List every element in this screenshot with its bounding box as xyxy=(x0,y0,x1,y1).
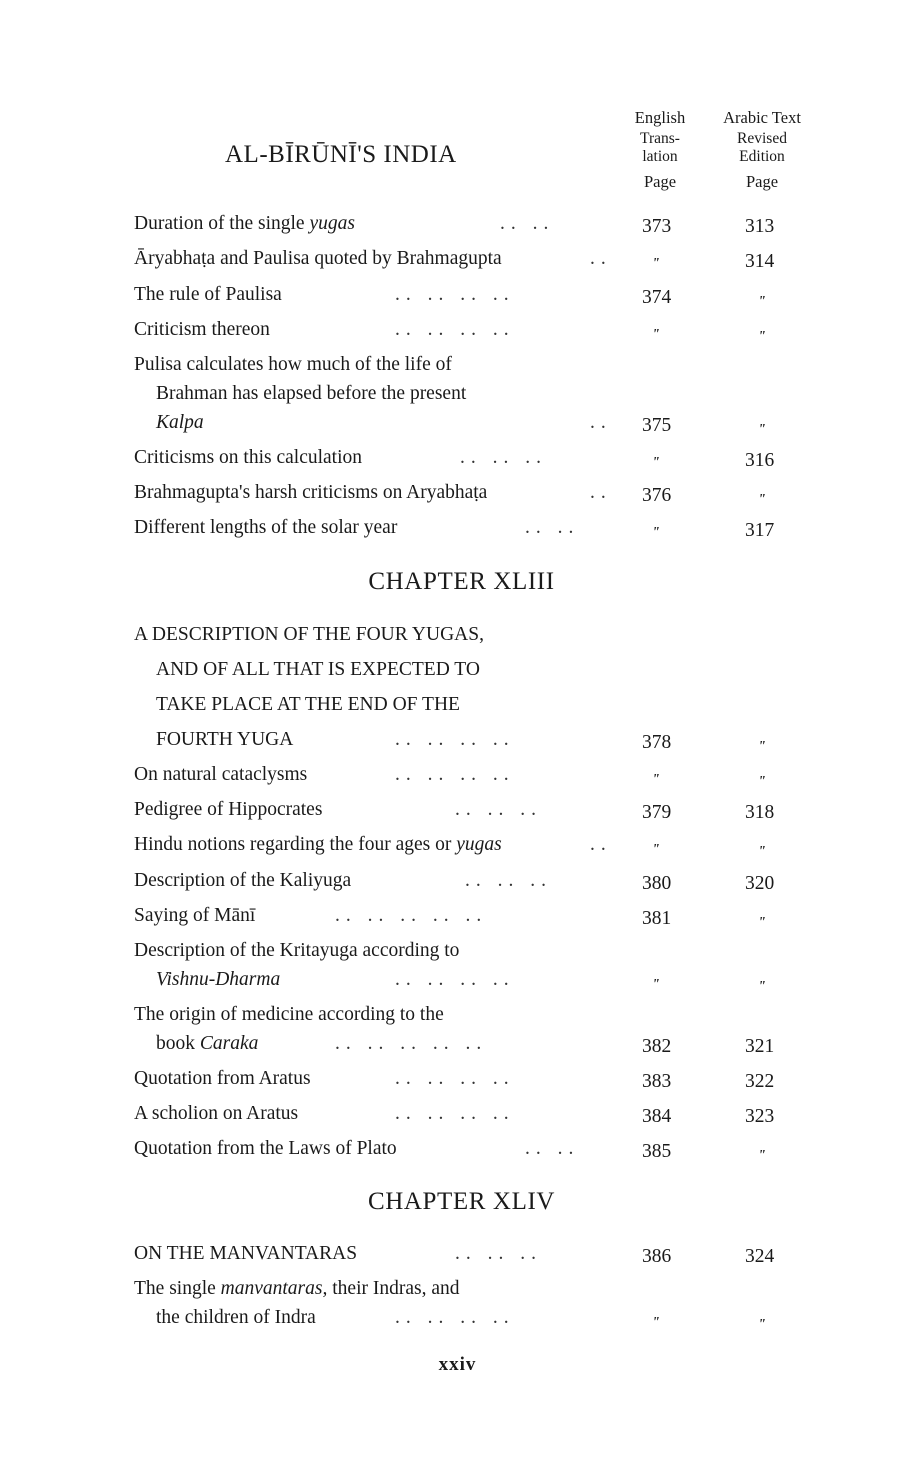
arabic-text-page: " xyxy=(758,492,766,507)
dot-leader: .. .. .. .. .. xyxy=(335,1033,488,1054)
page-number: xxiv xyxy=(438,1354,477,1375)
arabic-text-page: 313 xyxy=(745,216,775,237)
entry-title-line: FOURTH YUGA xyxy=(156,729,294,750)
dot-leader: .. .. .. .. xyxy=(395,729,515,750)
english-translation-page: " xyxy=(652,1315,660,1330)
english-translation-page: 382 xyxy=(642,1036,672,1057)
dot-leader: .. .. .. .. xyxy=(395,1307,515,1328)
entry-title-line: AND OF ALL THAT IS EXPECTED TO xyxy=(156,659,480,680)
arabic-text-page: " xyxy=(758,1317,766,1332)
col1-mid1: Trans- xyxy=(640,130,680,147)
english-translation-page: 386 xyxy=(642,1246,672,1267)
arabic-text-page: 317 xyxy=(745,520,775,541)
dot-leader: .. .. .. .. xyxy=(395,1068,515,1089)
entry-title-line: Duration of the single yugas xyxy=(134,213,355,234)
entry-title-line: A DESCRIPTION OF THE FOUR YUGAS, xyxy=(134,624,484,645)
col1-bottom: Page xyxy=(643,172,677,191)
entry-title-line: Āryabhaṭa and Paulisa quoted by Brahmagupta xyxy=(134,248,502,269)
english-translation-page: 376 xyxy=(642,485,672,506)
arabic-text-page: " xyxy=(758,915,766,930)
english-translation-page: " xyxy=(652,327,660,342)
entry-title-line: A scholion on Aratus xyxy=(134,1103,299,1124)
dot-leader: .. xyxy=(590,248,612,269)
english-translation-page: " xyxy=(652,256,660,271)
entry-title-line: the children of Indra xyxy=(156,1307,316,1328)
column-header-arabic-text xyxy=(700,108,824,192)
entry-title-line: Pulisa calculates how much of the life of xyxy=(134,354,452,375)
entry-title-line: book Caraka xyxy=(156,1033,259,1054)
english-translation-page: " xyxy=(652,455,660,470)
arabic-text-page: 323 xyxy=(745,1106,775,1127)
col2-top: Arabic Text xyxy=(723,108,801,127)
entry-title-line: Criticism thereon xyxy=(134,319,270,340)
entry-title-line: Saying of Mānī xyxy=(134,905,256,926)
entry-title-line: Brahman has elapsed before the present xyxy=(156,383,467,404)
entry-title-line: Criticisms on this calculation xyxy=(134,447,363,468)
arabic-text-page: 324 xyxy=(745,1246,775,1267)
entry-title-line: The single manvantaras, their Indras, and xyxy=(134,1278,460,1299)
english-translation-page: " xyxy=(652,977,660,992)
dot-leader: .. .. xyxy=(525,517,580,538)
entry-title-line: Kalpa xyxy=(156,412,204,433)
english-translation-page: 378 xyxy=(642,732,672,753)
arabic-text-page: 314 xyxy=(745,251,775,272)
arabic-text-page: 318 xyxy=(745,802,775,823)
col1-top: English xyxy=(634,108,686,127)
entry-title-line: The rule of Paulisa xyxy=(134,284,282,305)
entry-title-line: On natural cataclysms xyxy=(134,764,308,785)
dot-leader: .. .. .. xyxy=(460,447,547,468)
arabic-text-page: " xyxy=(758,844,766,859)
english-translation-page: 381 xyxy=(642,908,672,929)
dot-leader: .. xyxy=(590,482,612,503)
dot-leader: .. .. .. .. xyxy=(395,1103,515,1124)
english-translation-page: 374 xyxy=(642,287,672,308)
arabic-text-page: " xyxy=(758,329,766,344)
dot-leader: .. .. .. .. xyxy=(395,319,515,340)
arabic-text-page: " xyxy=(758,294,766,309)
entry-title-line: Description of the Kaliyuga xyxy=(134,870,352,891)
chapter-heading-xliv: CHAPTER XLIV xyxy=(367,1188,556,1215)
entry-title-line: Different lengths of the solar year xyxy=(134,517,398,538)
dot-leader: .. .. .. .. xyxy=(395,969,515,990)
col1-mid2: lation xyxy=(642,148,678,165)
english-translation-page: 385 xyxy=(642,1141,672,1162)
english-translation-page: " xyxy=(652,772,660,787)
arabic-text-page: " xyxy=(758,422,766,437)
english-translation-page: 383 xyxy=(642,1071,672,1092)
dot-leader: .. .. .. .. .. xyxy=(335,905,488,926)
dot-leader: .. .. .. xyxy=(455,799,542,820)
entry-title-line: Pedigree of Hippocrates xyxy=(134,799,323,820)
english-translation-page: 384 xyxy=(642,1106,672,1127)
column-header-english-translation xyxy=(624,108,696,192)
arabic-text-page: " xyxy=(758,774,766,789)
entry-title-line: Brahmagupta's harsh criticisms on Aryabhaṭa xyxy=(134,482,488,503)
entry-title-line: Quotation from Aratus xyxy=(134,1068,311,1089)
entry-title-line: ON THE MANVANTARAS xyxy=(134,1243,358,1264)
dot-leader: .. xyxy=(590,412,612,433)
dot-leader: .. .. .. xyxy=(465,870,552,891)
english-translation-page: 373 xyxy=(642,216,672,237)
chapter-heading-xliii: CHAPTER XLIII xyxy=(368,568,555,595)
col2-mid1: Revised xyxy=(737,130,787,147)
arabic-text-page: " xyxy=(758,979,766,994)
arabic-text-page: 322 xyxy=(745,1071,775,1092)
dot-leader: .. .. xyxy=(525,1138,580,1159)
dot-leader: .. .. .. xyxy=(455,1243,542,1264)
dot-leader: .. .. xyxy=(500,213,555,234)
arabic-text-page: 316 xyxy=(745,450,775,471)
entry-title-line: Vishnu-Dharma xyxy=(156,969,281,990)
english-translation-page: 379 xyxy=(642,802,672,823)
entry-title-line: Description of the Kritayuga according to xyxy=(134,940,460,961)
dot-leader: .. .. .. .. xyxy=(395,764,515,785)
col2-bottom: Page xyxy=(745,172,779,191)
col2-mid2: Edition xyxy=(739,148,785,165)
entry-title-line: TAKE PLACE AT THE END OF THE xyxy=(156,694,460,715)
entry-title-line: The origin of medicine according to the xyxy=(134,1004,444,1025)
arabic-text-page: 320 xyxy=(745,873,775,894)
english-translation-page: 380 xyxy=(642,873,672,894)
arabic-text-page: " xyxy=(758,1148,766,1163)
dot-leader: .. .. .. .. xyxy=(395,284,515,305)
english-translation-page: " xyxy=(652,842,660,857)
english-translation-page: 375 xyxy=(642,415,672,436)
arabic-text-page: " xyxy=(758,739,766,754)
running-head-title: AL-BĪRŪNĪ'S INDIA xyxy=(225,141,457,168)
english-translation-page: " xyxy=(652,525,660,540)
entry-title-line: Quotation from the Laws of Plato xyxy=(134,1138,397,1159)
entry-title-line: Hindu notions regarding the four ages or yugas xyxy=(134,834,502,855)
arabic-text-page: 321 xyxy=(745,1036,775,1057)
dot-leader: .. xyxy=(590,834,612,855)
